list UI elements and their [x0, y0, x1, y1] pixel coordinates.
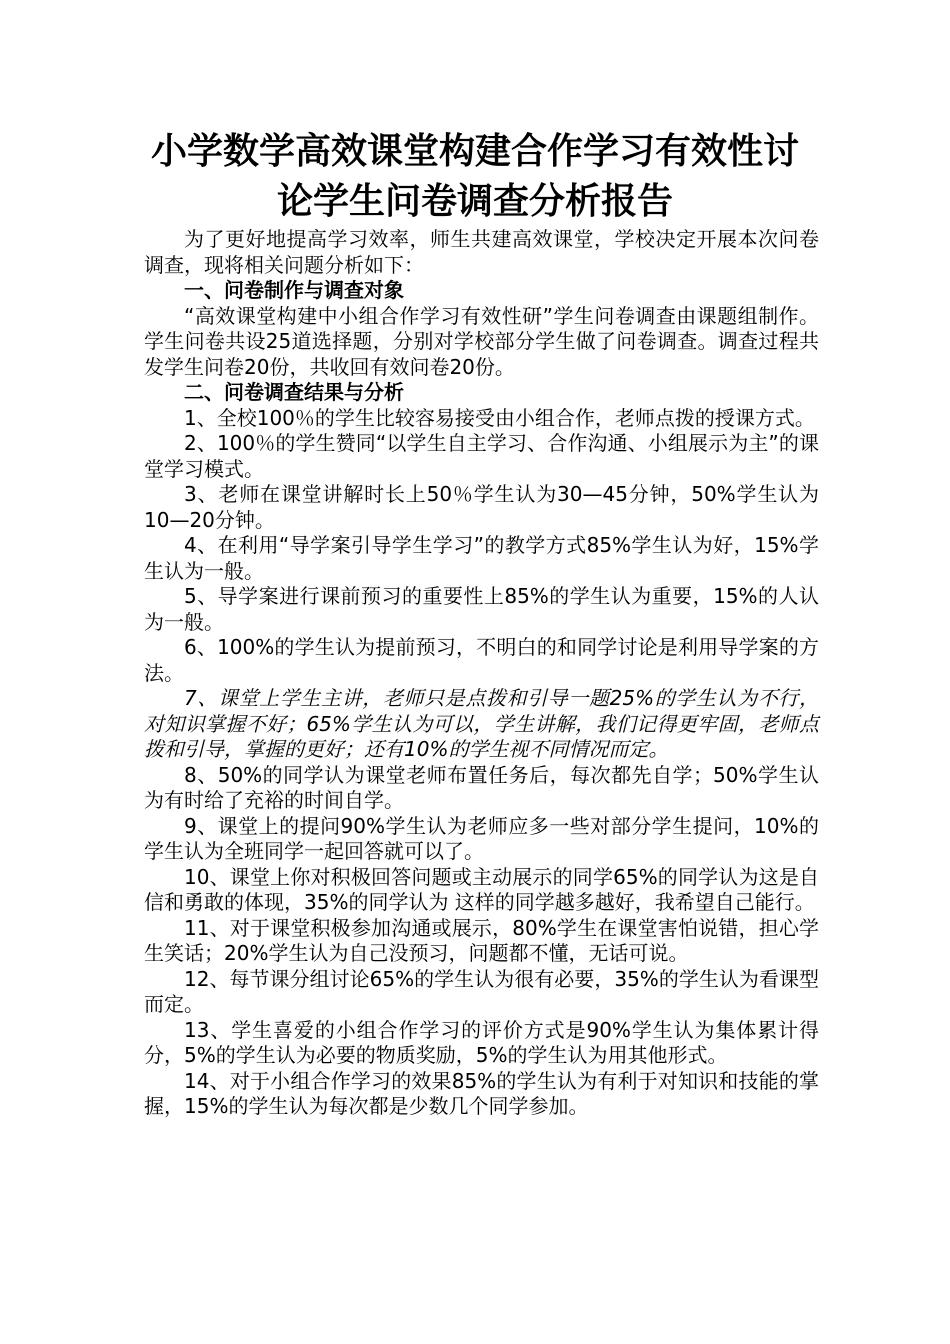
- finding-item: 10、课堂上你对积极回答问题或主动展示的同学65%的同学认为这是自信和勇敢的体现，35%的同学认为 这样的同学越多越好，我希望自己能行。: [144, 864, 819, 914]
- finding-item: 4、在利用“导学案引导学生学习”的教学方式85%学生认为好，15%学生认为一般。: [144, 533, 819, 583]
- section1-paragraph: “高效课堂构建中小组合作学习有效性研”学生问卷调查由课题组制作。学生问卷共设25道选择题，分别对学校部分学生做了问卷调查。调查过程共发学生问卷20份，共收回有效问卷20份。: [144, 303, 819, 379]
- finding-item: 2、100％的学生赞同“以学生自主学习、合作沟通、小组展示为主”的课堂学习模式。: [144, 431, 819, 481]
- finding-item: 7、课堂上学生主讲，老师只是点拨和引导一题25%的学生认为不行，对知识掌握不好；65%学生认为可以，学生讲解，我们记得更牢固，老师点拨和引导，掌握的更好；还有10%的学生视不同情况而定。: [144, 686, 819, 761]
- finding-item: 8、50%的同学认为课堂老师布置任务后，每次都先自学；50%学生认为有时给了充裕的时间自学。: [144, 762, 819, 812]
- section2-heading: 二、问卷调查结果与分析: [184, 380, 404, 404]
- finding-item: 3、老师在课堂讲解时长上50％学生认为30—45分钟，50%学生认为10—20分钟。: [144, 482, 819, 532]
- finding-item: 13、学生喜爱的小组合作学习的评价方式是90%学生认为集体累计得分，5%的学生认为必要的物质奖励，5%的学生认为用其他形式。: [144, 1017, 819, 1067]
- finding-item: 14、对于小组合作学习的效果85%的学生认为有利于对知识和技能的掌握，15%的学生认为每次都是少数几个同学参加。: [144, 1068, 819, 1118]
- finding-item: 12、每节课分组讨论65%的学生认为很有必要，35%的学生认为看课型而定。: [144, 966, 819, 1016]
- finding-item: 6、100%的学生认为提前预习，不明白的和同学讨论是利用导学案的方法。: [144, 635, 819, 685]
- document-body: [144, 227, 819, 1120]
- document-title-line2: 论学生问卷调查分析报告: [276, 180, 673, 222]
- finding-item: 1、全校100％的学生比较容易接受由小组合作，老师点拨的授课方式。: [184, 405, 815, 430]
- finding-item: 9、课堂上的提问90%学生认为老师应多一些对部分学生提问，10%的学生认为全班同学一起回答就可以了。: [144, 813, 819, 863]
- finding-item: 5、导学案进行课前预习的重要性上85%的学生认为重要，15%的人认为一般。: [144, 584, 819, 634]
- intro-paragraph: 为了更好地提高学习效率，师生共建高效课堂，学校决定开展本次问卷调查，现将相关问题分析如下：: [144, 227, 819, 277]
- section1-heading: 一、问卷制作与调查对象: [184, 278, 404, 302]
- document-title-line1: 小学数学高效课堂构建合作学习有效性讨: [150, 130, 799, 172]
- finding-item: 11、对于课堂积极参加沟通或展示，80%学生在课堂害怕说错，担心学生笑话；20%学生认为自己没预习，问题都不懂，无话可说。: [144, 915, 819, 965]
